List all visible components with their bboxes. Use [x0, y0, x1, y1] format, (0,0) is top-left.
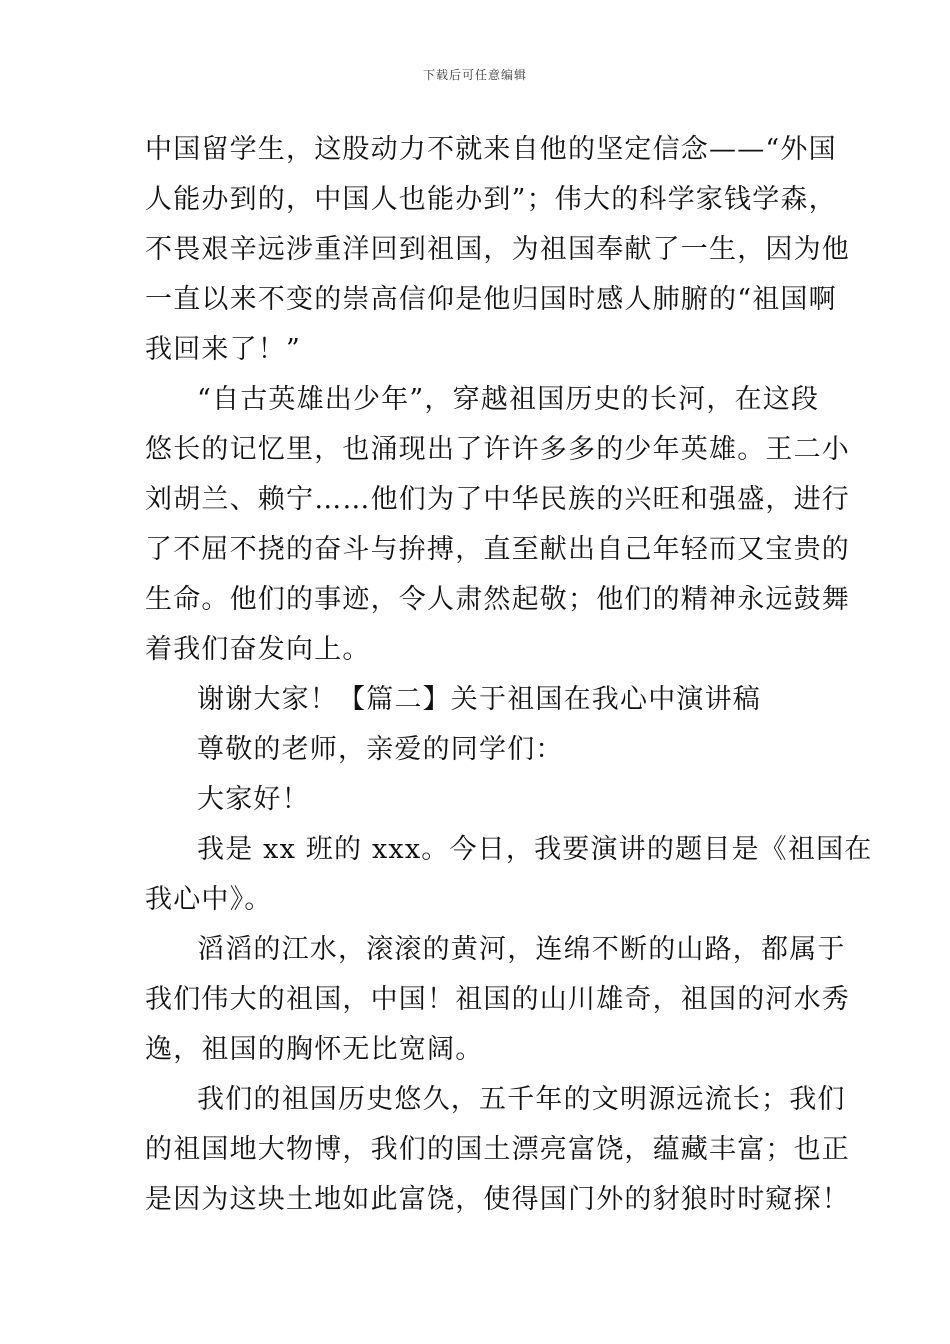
text-line: 我心中》。	[145, 884, 273, 915]
text-line: 是因为这块土地如此富饶，使得国门外的豺狼时时窥探！	[145, 1184, 850, 1215]
text-line: 逸，祖国的胸怀无比宽阔。	[145, 1034, 484, 1065]
text-line: 尊敬的老师，亲爱的同学们：	[197, 734, 564, 765]
text-line: 中国留学生，这股动力不就来自他的坚定信念——“外国	[145, 134, 837, 165]
text-line: 了不屈不挠的奋斗与拚搏，直至献出自己年轻而又宝贵的	[145, 534, 850, 565]
text-line: 的祖国地大物博，我们的国土漂亮富饶，蕴藏丰富；也正	[145, 1134, 850, 1165]
text-line: 大家好！	[197, 784, 310, 815]
text-line: 我是 xx 班的 xxx。今日，我要演讲的题目是《祖国在	[197, 834, 873, 865]
text-line: “自古英雄出少年”，穿越祖国历史的长河，在这段	[197, 384, 820, 415]
text-line: 悠长的记忆里，也涌现出了许许多多的少年英雄。王二小	[145, 434, 850, 465]
text-line: 不畏艰辛远涉重洋回到祖国，为祖国奉献了一生，因为他	[145, 234, 850, 265]
text-line: 谢谢大家！【篇二】关于祖国在我心中演讲稿	[197, 684, 761, 715]
text-line: 我们伟大的祖国，中国！祖国的山川雄奇，祖国的河水秀	[145, 984, 850, 1015]
text-line: 滔滔的江水，滚滚的黄河，连绵不断的山路，都属于	[197, 934, 846, 965]
text-line: 着我们奋发向上。	[145, 634, 371, 665]
text-line: 人能办到的，中国人也能办到”；伟大的科学家钱学森，	[145, 184, 837, 215]
text-line: 刘胡兰、赖宁……他们为了中华民族的兴旺和强盛，进行	[145, 484, 850, 515]
text-line: 我们的祖国历史悠久，五千年的文明源远流长；我们	[197, 1084, 846, 1115]
text-line: 生命。他们的事迹，令人肃然起敬；他们的精神永远鼓舞	[145, 584, 850, 615]
page-header: 下载后可任意编辑	[422, 68, 527, 82]
text-line: 我回来了！”	[145, 334, 302, 365]
text-line: 一直以来不变的崇高信仰是他归国时感人肺腑的“祖国啊	[145, 284, 837, 315]
